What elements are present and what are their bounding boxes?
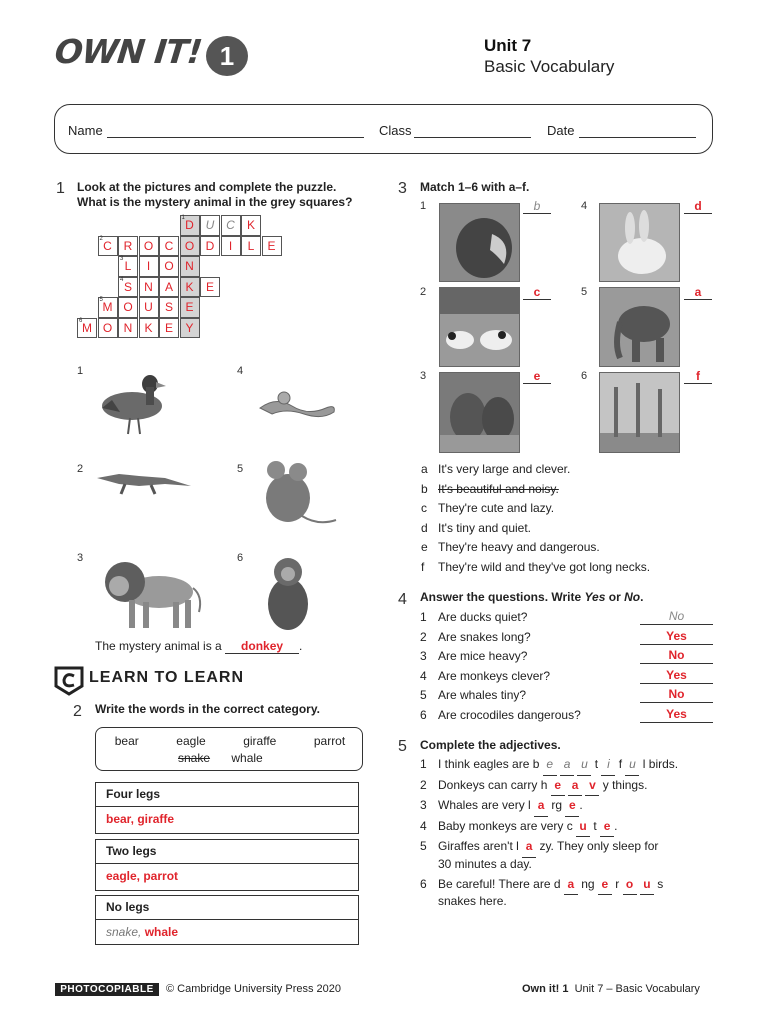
crossword-cell[interactable]: E <box>200 277 220 298</box>
crossword-cell[interactable]: I <box>221 236 241 257</box>
question-row: 4 Are monkeys clever? Yes <box>420 667 715 687</box>
match-answer-example[interactable]: b <box>523 199 551 214</box>
mystery-animal-sentence: The mystery animal is a donkey . <box>95 639 303 653</box>
giraffes-photo <box>599 372 680 453</box>
letter-gap[interactable]: a <box>568 776 582 797</box>
mouse-picture <box>258 458 338 530</box>
letter-gap[interactable]: e <box>600 817 614 838</box>
name-label: Name <box>68 123 103 138</box>
category-title: No legs <box>96 896 358 920</box>
logo-text: OWN IT! <box>52 32 204 71</box>
question-row: 5 Are whales tiny? No <box>420 686 715 706</box>
crossword-cell[interactable]: L 3 <box>118 256 138 277</box>
word-box <box>95 727 363 771</box>
letter-gap[interactable]: e <box>543 755 557 776</box>
match-answer[interactable]: a <box>684 285 712 300</box>
rabbit-photo <box>599 203 680 282</box>
word: eagle <box>176 734 206 748</box>
match-options-list: a It's very large and clever. b It's beautiful and noisy. c They're cute and lazy. d It's tiny and quiet. e They're heavy and dangerous. f They're wild and they've got long necks. <box>421 462 651 574</box>
letter-gap[interactable]: a <box>534 796 548 817</box>
crossword-cell[interactable]: A <box>159 277 179 298</box>
word: whale <box>231 751 263 765</box>
crossword-cell[interactable]: C <box>221 215 241 236</box>
letter-gap[interactable]: i <box>601 755 615 776</box>
crossword-cell[interactable]: S 4 <box>118 277 138 298</box>
match-picture-number: 6 <box>581 370 588 382</box>
duck-picture <box>98 362 170 438</box>
elephant-photo <box>599 287 680 367</box>
crossword-cell[interactable]: E <box>180 297 200 318</box>
copyright: © Cambridge University Press 2020 <box>166 983 342 995</box>
crossword-cell[interactable]: E <box>262 236 282 257</box>
adjective-item: 6 Be careful! There are d a ng e r o u s <box>420 875 720 896</box>
date-label: Date <box>547 123 575 138</box>
picture-number: 6 <box>237 552 244 564</box>
crossword-cell[interactable]: D <box>200 236 220 257</box>
monkey-picture <box>256 552 322 634</box>
letter-gap[interactable]: e <box>551 776 565 797</box>
exercise-2-instruction: Write the words in the correct category. <box>95 702 320 716</box>
yes-no-answer[interactable]: No <box>640 608 713 625</box>
match-answer[interactable]: d <box>684 199 712 214</box>
crossword-cell[interactable]: O <box>139 236 159 257</box>
crossword-cell[interactable]: O <box>180 236 200 257</box>
hippos-photo <box>439 372 520 453</box>
letter-gap[interactable]: a <box>522 837 536 858</box>
yes-no-answer[interactable]: No <box>640 647 713 664</box>
word: bear <box>114 734 139 748</box>
name-field[interactable] <box>107 124 364 138</box>
category-title: Two legs <box>96 840 358 864</box>
category-two-legs <box>95 839 359 891</box>
crossword-cell[interactable]: K <box>139 318 159 339</box>
adjective-item: 2 Donkeys can carry h e a v y things. <box>420 776 720 797</box>
adjective-item: 4 Baby monkeys are very c u t e . <box>420 817 720 838</box>
crossword-cell[interactable]: U <box>139 297 159 318</box>
letter-gap[interactable]: u <box>625 755 639 776</box>
match-answer[interactable]: f <box>684 369 712 384</box>
adjective-item: 5 Giraffes aren't l a zy. They only sleep for <box>420 837 720 858</box>
crossword-clue-number: 6 <box>79 317 83 324</box>
match-picture-number: 3 <box>420 370 427 382</box>
crossword-cell[interactable]: Y <box>180 318 200 339</box>
picture-number: 4 <box>237 365 244 377</box>
crossword-cell[interactable]: D 1 <box>180 215 200 236</box>
adjective-item-continuation: snakes here. <box>438 894 507 909</box>
crossword-cell[interactable]: E <box>159 318 179 339</box>
lion-picture <box>95 552 205 634</box>
crossword-cell[interactable]: L <box>241 236 261 257</box>
exercise-4-questions <box>420 608 715 726</box>
crossword-cell[interactable]: N <box>118 318 138 339</box>
crossword-clue-number: 3 <box>120 256 124 262</box>
letter-gap[interactable]: o <box>623 875 637 896</box>
crossword-cell[interactable]: R <box>118 236 138 257</box>
yes-no-answer[interactable]: Yes <box>640 667 713 684</box>
category-title: Four legs <box>96 783 358 807</box>
yes-no-answer[interactable]: Yes <box>640 706 713 723</box>
letter-gap[interactable]: e <box>598 875 612 896</box>
class-label: Class <box>379 123 412 138</box>
letter-gap[interactable]: e <box>565 796 579 817</box>
word: parrot <box>313 734 346 748</box>
photocopiable-badge: PHOTOCOPIABLE <box>55 983 159 996</box>
letter-gap[interactable]: a <box>564 875 578 896</box>
letter-gap[interactable]: u <box>576 817 590 838</box>
letter-gap[interactable]: a <box>560 755 574 776</box>
crocodile-picture <box>95 464 193 500</box>
crossword-cell[interactable]: O <box>98 318 118 339</box>
picture-number: 1 <box>77 365 84 377</box>
date-field[interactable] <box>579 124 696 138</box>
crossword-cell[interactable]: N <box>180 256 200 277</box>
exercise-5-instruction: Complete the adjectives. <box>420 738 561 752</box>
letter-gap[interactable]: v <box>585 776 599 797</box>
learn-to-learn-heading: LEARN TO LEARN <box>89 669 245 686</box>
picture-number: 2 <box>77 463 84 475</box>
crossword-cell[interactable]: K <box>241 215 261 236</box>
crossword-clue-number: 1 <box>181 215 185 221</box>
match-picture-number: 5 <box>581 286 588 298</box>
crossword-cell[interactable]: O <box>159 256 179 277</box>
category-no-legs <box>95 895 359 945</box>
crossword-cell[interactable]: M 6 <box>77 318 97 339</box>
snake-picture <box>256 388 338 424</box>
unit-subtitle: Basic Vocabulary <box>484 57 615 76</box>
exercise-1-number: 1 <box>56 180 65 197</box>
match-picture-number: 2 <box>420 286 427 298</box>
exercise-5-number: 5 <box>398 738 407 755</box>
crossword-cell[interactable]: S <box>159 297 179 318</box>
word-struck-example: snake <box>178 751 211 765</box>
match-picture-number: 4 <box>581 200 588 212</box>
letter-gap[interactable]: u <box>577 755 591 776</box>
question-row: 6 Are crocodiles dangerous? Yes <box>420 706 715 726</box>
exercise-3-number: 3 <box>398 180 407 197</box>
match-answer[interactable]: c <box>523 285 551 300</box>
category-answer[interactable]: bear, giraffe <box>106 812 175 826</box>
picture-number: 3 <box>77 552 84 564</box>
yes-no-answer[interactable]: Yes <box>640 628 713 645</box>
category-answer[interactable]: snake, whale <box>106 925 179 939</box>
mystery-animal-answer[interactable]: donkey <box>225 639 299 654</box>
word: giraffe <box>243 734 277 748</box>
exercise-5-items <box>420 755 720 912</box>
crossword-cell[interactable]: M 5 <box>98 297 118 318</box>
crossword-clue-number: 4 <box>120 276 124 283</box>
parrot-photo <box>439 203 520 282</box>
crossword-cell[interactable]: N <box>139 277 159 298</box>
adjective-item: 3 Whales are very l a rg e . <box>420 796 720 817</box>
crossword-clue-number: 2 <box>99 235 103 242</box>
exercise-4-instruction: Answer the questions. Write Yes or No. <box>420 590 644 604</box>
question-row: 2 Are snakes long? Yes <box>420 628 715 648</box>
crossword-cell[interactable]: U <box>200 215 220 236</box>
question-row: 1 Are ducks quiet? No <box>420 608 715 628</box>
exercise-3-instruction: Match 1–6 with a–f. <box>420 180 530 194</box>
logo-number-badge: 1 <box>206 36 248 76</box>
picture-number: 5 <box>237 463 244 475</box>
crossword-cell[interactable]: I <box>139 256 159 277</box>
crossword-cell[interactable]: C 2 <box>98 236 118 257</box>
crossword-cell[interactable]: K <box>180 277 200 298</box>
exercise-1-instruction: Look at the pictures and complete the puzzle. What is the mystery animal in the grey squares? <box>77 180 353 209</box>
pandas-photo <box>439 287 520 367</box>
exercise-2-number: 2 <box>73 703 82 720</box>
crossword-cell[interactable]: O <box>118 297 138 318</box>
letter-gap[interactable]: u <box>640 875 654 896</box>
match-answer[interactable]: e <box>523 369 551 384</box>
class-field[interactable] <box>414 124 531 138</box>
category-answer[interactable]: eagle, parrot <box>106 869 179 883</box>
adjective-item: 1 I think eagles are b e a u t i f u l birds. <box>420 755 720 776</box>
question-row: 3 Are mice heavy? No <box>420 647 715 667</box>
match-picture-number: 1 <box>420 200 427 212</box>
adjective-item-continuation: 30 minutes a day. <box>438 856 532 871</box>
category-four-legs <box>95 782 359 834</box>
unit-title: Unit 7 <box>484 36 532 55</box>
learn-to-learn-shield-icon <box>54 666 84 696</box>
exercise-4-number: 4 <box>398 591 407 608</box>
crossword-clue-number: 5 <box>99 297 103 303</box>
footer-right: Own it! 1 Unit 7 – Basic Vocabulary <box>522 983 700 995</box>
yes-no-answer[interactable]: No <box>640 686 713 703</box>
crossword-cell[interactable]: C <box>159 236 179 257</box>
